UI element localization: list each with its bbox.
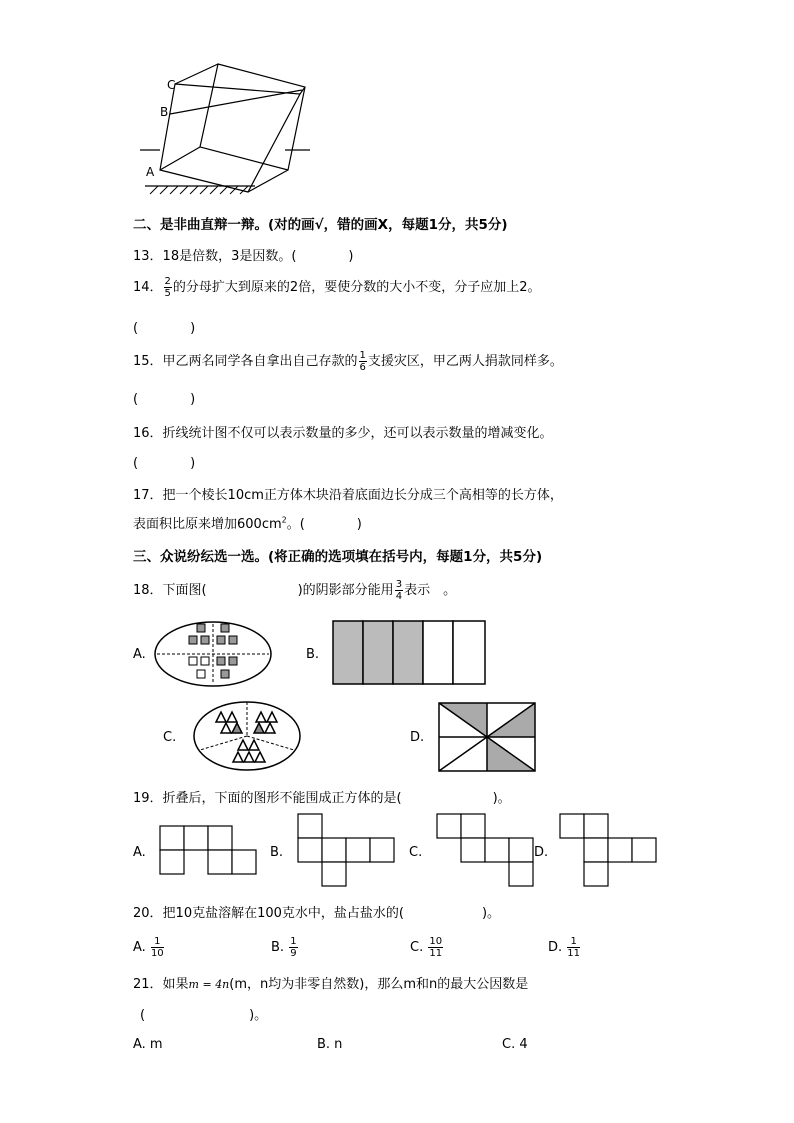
q19: 19．折叠后，下面的图形不能围成正方体的是( )。: [133, 791, 511, 806]
q16: 16．折线统计图不仅可以表示数量的多少，还可以表示数量的增减变化。: [133, 426, 553, 441]
label-a: A: [146, 165, 155, 179]
q19-net-b: [297, 813, 397, 889]
q18-figure-c: [192, 700, 302, 772]
q21-answer[interactable]: ( )。: [140, 1008, 268, 1023]
q18-fraction: $\frac{3}{4}$: [395, 579, 403, 602]
q19-net-d: [559, 813, 659, 889]
q20-option-b[interactable]: B. $\frac{1}{9}$: [271, 936, 297, 959]
q19-option-a-label[interactable]: A.: [133, 845, 146, 860]
q19-option-b-label[interactable]: B.: [270, 845, 284, 860]
q18-option-b-label[interactable]: B.: [306, 647, 320, 662]
q15-answer[interactable]: ( ): [133, 392, 196, 407]
q17-line2: 表面积比原来增加$600cm^2$。( ): [133, 515, 362, 532]
q20-option-d[interactable]: D. $\frac{1}{11}$: [548, 936, 581, 959]
q16-answer[interactable]: ( ): [133, 456, 196, 471]
q17-line1: 17．把一个棱长10cm正方体木块沿着底面边长分成三个高相等的长方体，: [133, 488, 563, 503]
q21-option-b[interactable]: B. n: [317, 1037, 343, 1052]
q18: 18．下面图( )的阴影部分能用 $\frac{3}{4}$ 表示 。: [133, 579, 457, 602]
q19-option-d-label[interactable]: D.: [534, 845, 549, 860]
q18-option-c-label[interactable]: C.: [163, 730, 177, 745]
q20-option-a[interactable]: A. $\frac{1}{10}$: [133, 936, 164, 959]
q21-option-c[interactable]: C. 4: [502, 1037, 528, 1052]
q14: 14． $\frac{2}{5}$ 的分母扩大到原来的2倍，要使分数的大小不变，分子应加上2。: [133, 276, 541, 299]
q21: 21．如果m = 4n(m，n均为非零自然数)，那么m和n的最大公因数是: [133, 977, 529, 992]
section2-header: 二、是非曲直辩一辩。(对的画√，错的画X，每题1分，共5分): [133, 217, 508, 233]
q20: 20．把10克盐溶解在100克水中，盐占盐水的( )。: [133, 906, 501, 921]
q18-figure-a: [153, 620, 273, 688]
q18-figure-d: [437, 701, 537, 773]
q18-figure-b: [332, 620, 487, 686]
q21-option-a[interactable]: A. m: [133, 1037, 163, 1052]
label-c: C: [167, 78, 176, 92]
q19-option-c-label[interactable]: C.: [409, 845, 423, 860]
q13: 13．18是倍数，3是因数。( ): [133, 249, 354, 264]
q14-answer[interactable]: ( ): [133, 321, 196, 336]
section3-header: 三、众说纷纭选一选。(将正确的选项填在括号内，每题1分，共5分): [133, 549, 543, 565]
q15: 15．甲乙两名同学各自拿出自己存款的 $\frac{1}{6}$ 支援灾区，甲乙两人捐款同样多。: [133, 350, 563, 373]
q19-net-c: [436, 813, 536, 889]
q20-option-c[interactable]: C. $\frac{10}{11}$: [410, 936, 443, 959]
q14-fraction: $\frac{2}{5}$: [164, 276, 171, 299]
label-b: B: [160, 105, 169, 119]
q18-option-d-label[interactable]: D.: [410, 730, 425, 745]
q19-net-a: [159, 825, 259, 877]
q18-option-a-label[interactable]: A.: [133, 647, 146, 662]
q15-fraction: $\frac{1}{6}$: [359, 350, 366, 373]
